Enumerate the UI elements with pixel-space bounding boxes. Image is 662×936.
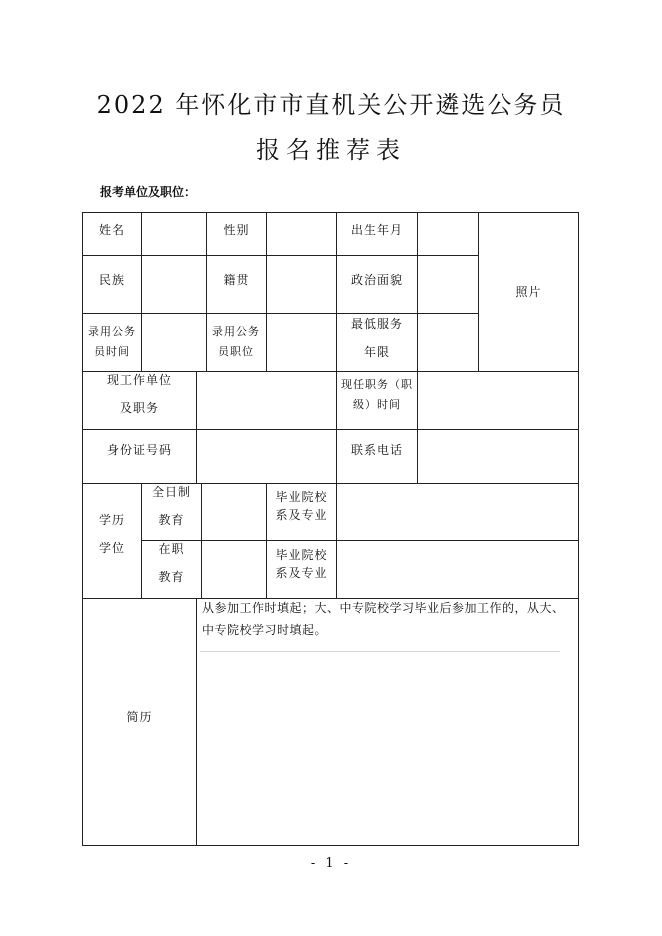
label-parttime-1: 在职 (158, 542, 185, 556)
resume-divider (200, 651, 560, 652)
work-unit-field[interactable] (197, 372, 336, 429)
label-resume: 简历 (126, 710, 153, 724)
label-native-place: 籍贯 (223, 272, 250, 287)
label-min-service-1: 最低服务 (350, 317, 403, 331)
label-fulltime-2: 教育 (158, 513, 185, 527)
label-school-major-1: 毕业院校 (275, 548, 328, 562)
label-work-unit-2: 及职务 (119, 401, 159, 415)
label-hire-position: 录用公务员职位 (212, 325, 260, 358)
label-education-1: 学历 (98, 513, 125, 527)
table-border-bottom (82, 845, 579, 846)
photo-box[interactable]: 照片 (515, 285, 542, 299)
label-school-major-2: 系及专业 (275, 508, 328, 522)
resume-instruction: 从参加工作时填起；大、中专院校学习毕业后参加工作的，从大、中专院校学习时填起。 (202, 601, 565, 637)
ethnicity-field[interactable] (142, 256, 206, 313)
label-fulltime-1: 全日制 (151, 485, 191, 499)
label-ethnicity: 民族 (98, 272, 125, 287)
min-service-field[interactable] (418, 314, 478, 371)
table-border-right (578, 212, 579, 846)
label-school-major-2: 系及专业 (275, 566, 328, 580)
phone-field[interactable] (418, 430, 578, 483)
parttime-degree-field[interactable] (202, 541, 266, 598)
page-number: - 1 - (310, 856, 352, 871)
page-title-line1: 2022 年怀化市市直机关公开遴选公务员 (96, 91, 566, 119)
label-political-status: 政治面貌 (350, 272, 403, 287)
name-field[interactable] (142, 213, 206, 255)
unit-position-label: 报考单位及职位： (100, 185, 197, 199)
political-status-field[interactable] (418, 256, 478, 313)
label-school-major-1: 毕业院校 (275, 490, 328, 504)
label-education-2: 学位 (98, 541, 125, 555)
birth-date-field[interactable] (418, 213, 478, 255)
page-title-line2: 报名推荐表 (256, 136, 406, 164)
label-min-service-2: 年限 (363, 345, 390, 359)
label-parttime-2: 教育 (158, 570, 185, 584)
label-phone: 联系电话 (350, 443, 403, 457)
current-post-time-field[interactable] (418, 372, 578, 429)
gender-field[interactable] (267, 213, 336, 255)
label-id-number: 身份证号码 (106, 443, 172, 457)
label-birth-date: 出生年月 (350, 223, 403, 237)
label-name: 姓名 (98, 223, 125, 237)
native-place-field[interactable] (267, 256, 336, 313)
label-work-unit-1: 现工作单位 (106, 373, 172, 387)
hire-position-field[interactable] (267, 314, 336, 371)
label-current-post-time: 现任职务（职级）时间 (341, 378, 413, 411)
fulltime-degree-field[interactable] (202, 484, 266, 540)
label-gender: 性别 (223, 223, 250, 237)
parttime-school-field[interactable] (337, 541, 578, 598)
fulltime-school-field[interactable] (337, 484, 578, 540)
hire-time-field[interactable] (142, 314, 206, 371)
label-hire-time: 录用公务员时间 (88, 325, 136, 358)
id-number-field[interactable] (197, 430, 336, 483)
resume-field[interactable] (197, 655, 578, 845)
